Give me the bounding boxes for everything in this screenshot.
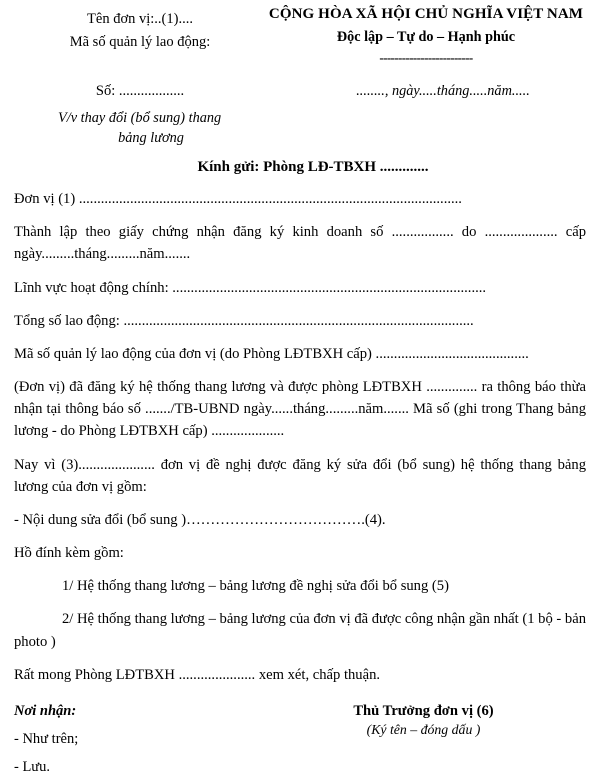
total-workers-line: Tổng số lao động: ................................................................................................: [14, 312, 474, 329]
document-header: [14, 6, 586, 63]
signer-title: Thủ Trưởng đơn vị (6): [353, 702, 494, 719]
national-header-block: [266, 6, 586, 63]
signer-block: [299, 703, 586, 776]
main-field-line: Lĩnh vực hoạt động chính: ......................................................................................: [14, 279, 487, 296]
org-name-label: Tên đơn vị:..(1)....: [87, 11, 193, 27]
unit-name-field: Đơn vị (1) .........................................................................................................: [14, 190, 462, 207]
closing-request-line: Rất mong Phòng LĐTBXH ..................... xem xét, chấp thuận.: [14, 666, 381, 683]
subject-block: [14, 109, 266, 148]
subject-line-2: bảng lương: [118, 129, 184, 146]
attachment-item-2: 2/ Hệ thống thang lương – bảng lương của đơn vị đã được công nhận gần nhất (1 bộ - bản photo ): [14, 611, 586, 650]
recipient-item-as-above: - Như trên;: [14, 730, 79, 747]
document-number-field: Số: ..................: [95, 83, 185, 100]
attachment-item-1: 1/ Hệ thống thang lương – bảng lương đề nghị sửa đổi bổ sung (5): [62, 578, 449, 595]
establishment-paragraph: Thành lập theo giấy chứng nhận đăng ký kinh doanh số ................. do .................... cấp ngày.........tháng.........năm.......: [14, 224, 586, 263]
recipients-title: Nơi nhận:: [14, 702, 77, 719]
registered-salary-scale-paragraph: (Đơn vị) đã đăng ký hệ thống thang lương và được phòng LĐTBXH .............. ra thông báo thừa nhận tại thông báo số ......./TB-UBND ngày......tháng.........năm....... Mã số (ghi trong Thang bảng lương - do Phòng LĐTBXH cấp) ....................: [14, 379, 586, 440]
document-body: [14, 188, 586, 686]
national-title: CỘNG HÒA XÃ HỘI CHỦ NGHĨA VIỆT NAM: [268, 6, 584, 22]
amendment-request-paragraph: Nay vì (3)..................... đơn vị đề nghị được đăng ký sửa đổi (bổ sung) hệ thống thang bảng lương của đơn vị gồm:: [14, 456, 586, 495]
signer-instruction: (Ký tên – đóng dấu ): [366, 721, 481, 737]
amendment-content-line: - Nội dung sửa đổi (bổ sung )……………………………….(4).: [14, 511, 386, 528]
signature-row: [14, 703, 586, 776]
national-motto: Độc lập – Tự do – Hạnh phúc: [336, 29, 516, 45]
labor-management-code-line: Mã số quản lý lao động của đơn vị (do Phòng LĐTBXH cấp) ..........................................: [14, 345, 529, 362]
number-date-row: [14, 83, 586, 100]
recipients-block: [14, 703, 299, 776]
attachments-label: Hồ đính kèm gồm:: [14, 545, 124, 562]
recipient-item-archive: - Lưu.: [14, 758, 51, 775]
motto-divider: -------------------------: [379, 50, 473, 65]
document-date-field: ........, ngày.....tháng.....năm.....: [356, 83, 530, 100]
issuing-org-block: [14, 6, 266, 55]
subject-line-1: V/v thay đổi (bổ sung) thang: [58, 110, 222, 127]
labor-management-code-label: Mã số quản lý lao động:: [69, 34, 211, 51]
recipient-line: Kính gửi: Phòng LĐ-TBXH .............: [197, 158, 429, 175]
